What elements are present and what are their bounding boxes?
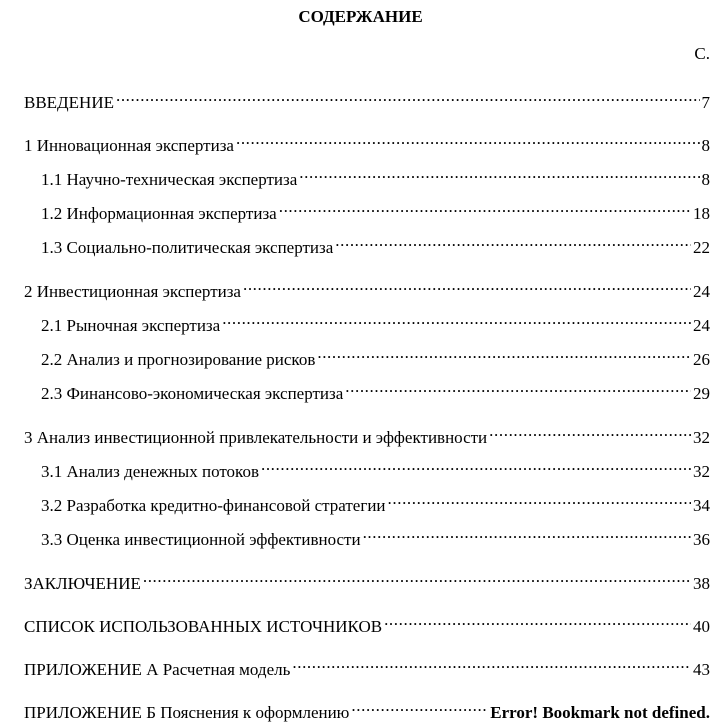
dot-leader xyxy=(351,694,488,718)
dot-leader xyxy=(317,341,691,365)
toc-entry-page: 43 xyxy=(693,660,710,679)
toc-entry-chapter-3[interactable] xyxy=(0,419,721,447)
dot-leader xyxy=(335,229,691,253)
toc-entry-label: 3.2 Разработка кредитно-финансовой стратегии xyxy=(41,496,386,515)
toc-entry-page: 38 xyxy=(693,574,710,593)
toc-entry-label: 3.1 Анализ денежных потоков xyxy=(41,462,259,481)
toc-entry-section-3-3[interactable] xyxy=(0,521,721,549)
toc-entry-introduction[interactable] xyxy=(0,84,721,112)
toc-entry-appendix-a[interactable] xyxy=(0,651,721,679)
toc-entry-page: 40 xyxy=(693,617,710,636)
dot-leader xyxy=(345,375,691,399)
dot-leader xyxy=(243,273,691,297)
dot-leader xyxy=(143,565,691,589)
toc-entry-page: 8 xyxy=(701,170,710,189)
toc-entry-label: ПРИЛОЖЕНИЕ Б Пояснения к оформлению xyxy=(24,703,350,722)
dot-leader xyxy=(236,127,700,151)
dot-leader xyxy=(279,195,691,219)
toc-entry-page: 8 xyxy=(701,136,710,155)
toc-entry-page: 22 xyxy=(693,238,710,257)
toc-entry-label: ПРИЛОЖЕНИЕ А Расчетная модель xyxy=(24,660,291,679)
toc-entry-label: 2.3 Финансово-экономическая экспертиза xyxy=(41,384,344,403)
toc-entry-chapter-2[interactable] xyxy=(0,273,721,301)
dot-leader xyxy=(388,487,691,511)
toc-entry-section-2-1[interactable] xyxy=(0,307,721,335)
toc-entry-appendix-b[interactable] xyxy=(0,694,721,722)
toc-entry-page: 7 xyxy=(701,93,710,112)
dot-leader xyxy=(384,608,691,632)
toc-entry-page: 34 xyxy=(693,496,710,515)
toc-entry-page: 32 xyxy=(693,428,710,447)
toc-entry-section-3-2[interactable] xyxy=(0,487,721,515)
toc-entry-label: 1 Инновационная экспертиза xyxy=(24,136,234,155)
toc-entry-section-2-2[interactable] xyxy=(0,341,721,369)
toc-entry-label: 3.3 Оценка инвестиционной эффективности xyxy=(41,530,361,549)
toc-entry-page: 36 xyxy=(693,530,710,549)
toc-entry-section-3-1[interactable] xyxy=(0,453,721,481)
toc-entry-page: 32 xyxy=(693,462,710,481)
toc-entry-page: 24 xyxy=(693,282,710,301)
toc-entry-chapter-1[interactable] xyxy=(0,127,721,155)
toc-entry-label: 3 Анализ инвестиционной привлекательности и эффективности xyxy=(24,428,488,447)
toc-entry-page: 29 xyxy=(693,384,710,403)
toc-entry-label: 2.2 Анализ и прогнозирование рисков xyxy=(41,350,316,369)
dot-leader xyxy=(363,521,691,545)
toc-entry-section-1-3[interactable] xyxy=(0,229,721,257)
toc-entry-page: 24 xyxy=(693,316,710,335)
toc-entry-section-1-2[interactable] xyxy=(0,195,721,223)
toc-entry-label: 1.3 Социально-политическая экспертиза xyxy=(41,238,334,257)
toc-entry-section-1-1[interactable] xyxy=(0,161,721,189)
toc-entry-label: ВВЕДЕНИЕ xyxy=(24,93,114,112)
dot-leader xyxy=(261,453,691,477)
toc-entry-section-2-3[interactable] xyxy=(0,375,721,403)
page-column-label: С. xyxy=(694,44,710,63)
toc-entry-page: 26 xyxy=(693,350,710,369)
dot-leader xyxy=(299,161,699,185)
toc-entry-label: 1.2 Информационная экспертиза xyxy=(41,204,277,223)
dot-leader xyxy=(489,419,691,443)
toc-entry-label: 2 Инвестиционная экспертиза xyxy=(24,282,241,301)
document-title: СОДЕРЖАНИЕ xyxy=(298,7,423,26)
toc-entry-label: 1.1 Научно-техническая экспертиза xyxy=(41,170,298,189)
toc-entry-label: 2.1 Рыночная экспертиза xyxy=(41,316,221,335)
toc-entry-page: 18 xyxy=(693,204,710,223)
toc-entry-label: СПИСОК ИСПОЛЬЗОВАННЫХ ИСТОЧНИКОВ xyxy=(24,617,383,636)
toc-entry-conclusion[interactable] xyxy=(0,565,721,593)
toc-entry-references[interactable] xyxy=(0,608,721,636)
toc-entry-label: ЗАКЛЮЧЕНИЕ xyxy=(24,574,141,593)
dot-leader xyxy=(222,307,691,331)
dot-leader xyxy=(116,84,700,108)
dot-leader xyxy=(292,651,691,675)
bookmark-error-text: Error! Bookmark not defined. xyxy=(490,703,710,722)
